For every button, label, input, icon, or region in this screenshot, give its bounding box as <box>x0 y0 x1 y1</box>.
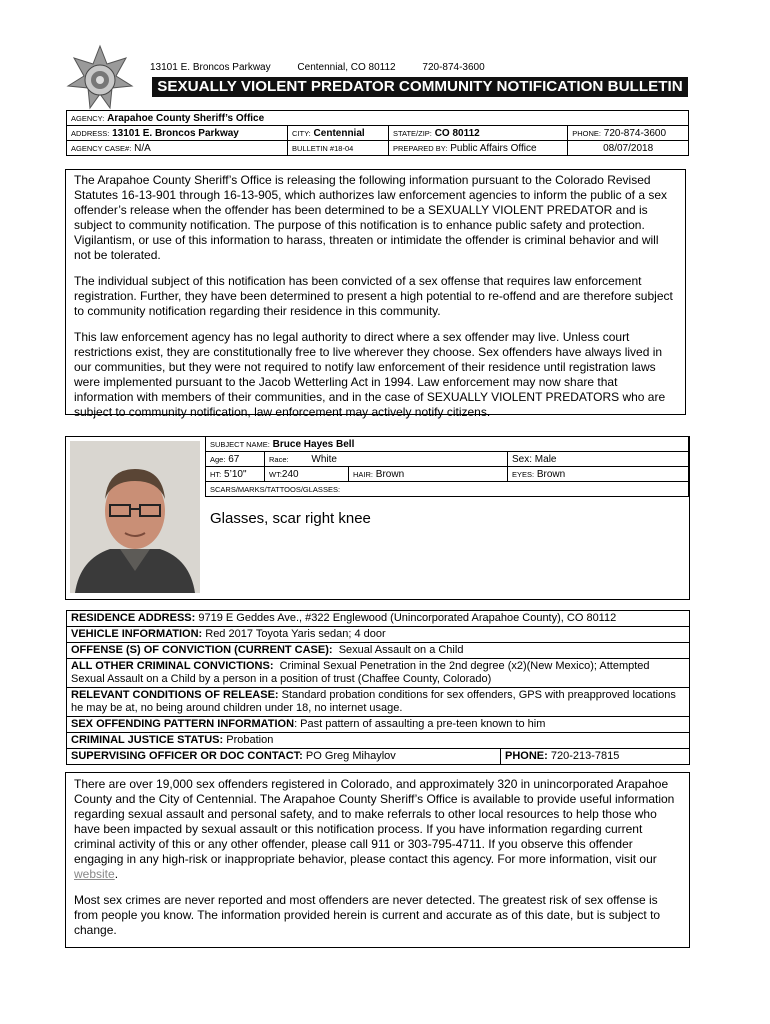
agency-case: N/A <box>134 142 151 154</box>
footer-paragraph-1: There are over 19,000 sex offenders registered in Colorado, and approximately 320 in unincorporated Arapahoe County and the City of Centennial. The Arapahoe County Sheriff’s Office is available to provide useful information regarding sexual assault and personal safety, and to make referrals to other local resources to help those who have been impacted by sexual assault or this notification process. If you have information regarding current criminal activity of this or any other offender, please call 911 or 303-795-4711. If you observe this offender engaging in any high-risk or inappropriate behavior, please contact this agency. For more information, visit our website. <box>74 777 675 881</box>
offending-pattern: : Past pattern of assaulting a pre-teen known to him <box>294 718 546 730</box>
agency-name: Arapahoe County Sheriff’s Office <box>107 112 265 124</box>
header-address <box>150 62 509 73</box>
subject-weight: 240 <box>281 468 299 480</box>
website-link[interactable]: website <box>74 867 115 881</box>
agency-statezip: CO 80112 <box>434 127 480 139</box>
subject-age: 67 <box>228 453 240 465</box>
bulletin-date: 08/07/2018 <box>568 141 689 156</box>
footer-paragraph-2: Most sex crimes are never reported and most offenders are never detected. The greatest risk of sex offense is from people you know. The information provided herein is current and accurate as of this date, but is subject to change. <box>74 893 661 937</box>
header-street: 13101 E. Broncos Parkway <box>150 62 271 73</box>
footer-section <box>65 772 690 948</box>
agency-address: 13101 E. Broncos Parkway <box>112 127 239 139</box>
offender-details-table: RESIDENCE ADDRESS: 9719 E Geddes Ave., #322 Englewood (Unincorporated Arapahoe County), CO 80112 VEHICLE INFORMATION: Red 2017 Toyota Yaris sedan; 4 door OFFENSE (S) OF CONVICTION (CURRENT CASE): Sexual Assault on a Child ALL OTHER CRIMINAL CONVICTIONS: Criminal Sexual Penetration in the 2nd degree (x2)(New Mexico); Attempted Sexual Assault on a Child by a person in a position of trust (Chaffee County, Colorado) RELEVANT CONDITIONS OF RELEASE: Standard probation conditions for sex offenders, GPS with preapproved locations he may be at, no being around children under 18, no internet usage. SEX OFFENDING PATTERN INFORMATION: Past pattern of assaulting a pre-teen known to him CRIMINAL JUSTICE STATUS: Probation SUPERVISING OFFICER OR DOC CONTACT: PO Greg Mihaylov PHONE: 720-213-7815 <box>66 610 690 765</box>
other-convictions: Criminal Sexual Penetration in the 2nd degree (x2)(New Mexico); Attempted Sexual Assault on a Child by a person in a position of trust (Chaffee County, Colorado) <box>71 660 650 685</box>
vehicle-info: Red 2017 Toyota Yaris sedan; 4 door <box>205 628 386 640</box>
subject-eyes: Brown <box>536 468 566 480</box>
scars-label: SCARS/MARKS/TATTOOS/GLASSES: <box>206 482 689 497</box>
agency-city: Centennial <box>313 127 365 139</box>
subject-height: 5’10" <box>224 468 247 480</box>
sheriff-badge-icon <box>66 44 134 116</box>
prepared-by: Public Affairs Office <box>450 142 537 154</box>
subject-race: White <box>311 453 337 465</box>
officer-phone: 720-213-7815 <box>550 750 620 762</box>
offense-current: Sexual Assault on a Child <box>338 644 464 656</box>
intro-paragraph-2: The individual subject of this notification has been convicted of a sex offense that requires law enforcement registration. Further, they have been determined to present a high potential to re-offend and are therefore subject to community notification regarding their residence in this community. <box>74 274 673 318</box>
subject-photo <box>70 441 200 593</box>
residence-address: 9719 E Geddes Ave., #322 Englewood (Unincorporated Arapahoe County), CO 80112 <box>198 612 617 624</box>
subject-name: Bruce Hayes Bell <box>272 438 355 450</box>
justice-status: Probation <box>226 734 274 746</box>
bulletin-number: BULLETIN #18-04 <box>288 141 389 156</box>
intro-paragraph-3: This law enforcement agency has no legal authority to direct where a sex offender may live. Unless court restrictions exist, they are constitutionally free to live wherever they choose. Sex offenders have always lived in our communities, but they were not required to notify law enforcement of their residence until registration laws were implemented pursuant to the Jacob Wetterling Act in 1994. Law enforcement may now share that information with members of their communities, and in the case of SEXUALLY VIOLENT PREDATORS who are subject to community notification, law enforcement may actively notify citizens. <box>74 330 666 419</box>
intro-section <box>65 169 686 419</box>
agency-phone: 720-874-3600 <box>603 127 667 139</box>
header-phone: 720-874-3600 <box>422 62 485 73</box>
intro-paragraph-1: The Arapahoe County Sheriff’s Office is releasing the following information pursuant to the Colorado Revised Statutes 16-13-901 through 16-13-905, which authorizes law enforcement agencies to inform the public of a sex offender’s release when the offender has been determined to be a SEXUALLY VIOLENT PREDATOR and is subject to community notification. The purpose of this notification is to enhance public safety and protection. Vigilantism, or use of this information to harass, threaten or intimidate the offender is criminal behavior and will not be tolerated. <box>74 173 668 262</box>
release-conditions: Standard probation conditions for sex offenders, GPS with preapproved locations he may be at, no being around children under 18, no internet usage. <box>71 689 676 714</box>
subject-hair: Brown <box>375 468 405 480</box>
agency-info-table: AGENCY: Arapahoe County Sheriff’s Office ADDRESS: 13101 E. Broncos Parkway CITY: Centennial STATE/ZIP: CO 80112 PHONE: 720-874-3600 AGENCY CASE#: N/A BULLETIN #18-04 PREPARED BY: Public Affairs Office 08/07/2018 <box>66 110 689 156</box>
subject-scars-marks: Glasses, scar right knee <box>210 510 371 527</box>
subject-info-table: SUBJECT NAME: Bruce Hayes Bell Age: 67 Race: White Sex: Male HT: 5’10" WT:240 HAIR: Brown EYES: Brown SCARS/MARKS/TATTOOS/GLASSES: <box>205 437 689 497</box>
subject-sex: Male <box>534 453 557 465</box>
header-city: Centennial, CO 80112 <box>297 62 396 73</box>
bulletin-title: SEXUALLY VIOLENT PREDATOR COMMUNITY NOTIFICATION BULLETIN <box>152 77 688 97</box>
supervising-officer: PO Greg Mihaylov <box>305 750 396 762</box>
